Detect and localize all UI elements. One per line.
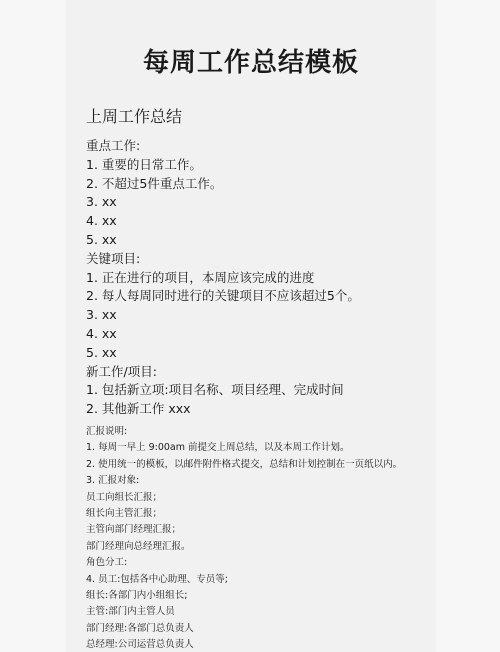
note-line: 2. 使用统一的模板，以邮件附件格式提交，总结和计划控制在一页纸以内。 (86, 458, 403, 470)
list-item: 3. xx (86, 194, 117, 210)
list-item: 1. 正在进行的项目，本周应该完成的进度 (86, 269, 315, 285)
note-line: 主管向部门经理汇报； (86, 524, 182, 536)
note-line: 部门经理:各部门总负责人 (86, 622, 194, 634)
report-notes (86, 424, 402, 652)
list-item: 关键项目: (86, 250, 141, 266)
note-line: 部门经理向总经理汇报。 (86, 540, 191, 552)
note-line: 3. 汇报对象: (86, 475, 140, 487)
summary-list (86, 137, 360, 419)
note-line: 总经理:公司运营总负责人 (86, 639, 194, 651)
list-item: 4. xx (86, 213, 117, 229)
list-item: 重点工作: (86, 138, 141, 153)
note-line: 组长:各部门内小组组长; (86, 589, 188, 601)
document-page (66, 0, 436, 652)
document-title: 每周工作总结模板 (142, 48, 359, 78)
list-item: 2. 其他新工作 xxx (86, 401, 191, 417)
note-line: 组长向主管汇报； (86, 507, 163, 519)
note-line: 主管:部门内主管人员 (86, 606, 175, 618)
note-line: 角色分工: (86, 557, 128, 569)
list-item: 1. 包括新立项:项目名称、项目经理、完成时间 (86, 382, 344, 398)
list-item: 2. 不超过5件重点工作。 (86, 175, 223, 191)
list-item: 新工作/项目: (86, 363, 157, 379)
list-item: 2. 每人每周同时进行的关键项目不应该超过5个。 (86, 288, 360, 304)
note-line: 汇报说明: (86, 426, 128, 437)
note-line: 员工向组长汇报； (86, 491, 163, 503)
list-item: 4. xx (86, 325, 117, 341)
list-item: 5. xx (86, 231, 117, 247)
left-margin (0, 0, 66, 652)
note-line: 4. 员工:包括各中心助理、专员等; (86, 573, 228, 585)
note-line: 1. 每周一早上 9:00am 前提交上周总结，以及本周工作计划。 (86, 442, 350, 454)
list-item: 5. xx (86, 344, 117, 360)
list-item: 3. xx (86, 307, 117, 323)
right-margin (436, 0, 500, 652)
list-item: 1. 重要的日常工作。 (86, 156, 202, 172)
section-heading: 上周工作总结 (86, 107, 183, 126)
